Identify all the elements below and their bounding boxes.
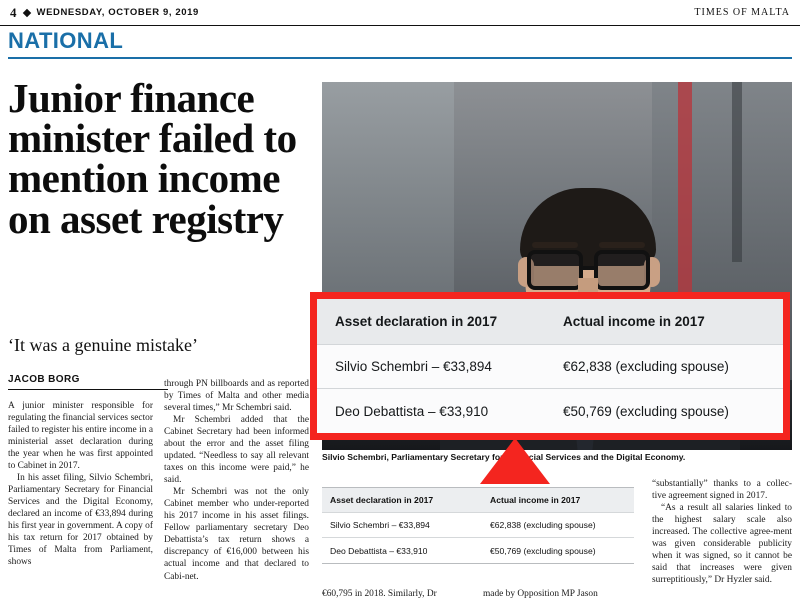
body-column-2 [164,378,309,600]
photo-red-stripe [678,82,692,292]
table-cell: Deo Debattista – €33,910 [330,545,428,556]
section-title: NATIONAL [8,28,124,53]
callout-row [317,345,783,389]
photo-subject-eyebrow-left [532,242,578,248]
asset-declaration-table [322,487,634,564]
callout-header-cell: Actual income in 2017 [563,314,705,329]
photo-caption: Silvio Schembri, Parliamentary Secretary for Financial Services and the Digital Economy. [322,452,686,462]
photo-subject-glasses-right [594,250,650,290]
diamond-separator-icon [22,8,30,16]
section-divider [8,57,792,59]
callout-cell: €62,838 (excluding spouse) [563,359,729,374]
photo-dark-stripe [732,82,742,262]
callout-row [317,389,783,433]
article-byline: JACOB BORG [8,374,168,390]
section-header [8,30,792,59]
photo-subject-glasses-bridge [583,266,594,270]
table-header-row [322,488,634,513]
callout-header-cell: Asset declaration in 2017 [335,314,498,329]
paragraph: “substantially” thanks to a collec-tive agreement signed in 2017. [652,479,792,502]
body-bottom-row [322,588,632,600]
table-cell: €62,838 (excluding spouse) [490,520,596,530]
callout-header-row [317,299,783,345]
paragraph: through PN billboards and as reported by Times of Malta and other media several times,” Mr Schembri said. [164,379,309,414]
body-column-1 [8,400,153,600]
body-column-4 [652,478,792,600]
table-row [322,538,634,563]
callout-cell: Deo Debattista – €33,910 [335,403,489,419]
publication-name: TIMES OF MALTA [694,7,790,18]
red-arrow-pointer-icon [480,438,550,484]
photo-subject-eyebrow-right [599,242,645,248]
photo-subject-glasses-left [527,250,583,290]
paragraph: Mr Schembri was not the only Cabinet member who under-reported his 2017 income in his asset filings. Fellow parliamentary secretary Deo Debattista’s tax return shows a discrepancy of €16,000 between his actual income and that declared to Cabi-net. [164,487,309,582]
article-kicker: ‘It was a genuine mistake’ [8,335,198,355]
paragraph: made by Opposition MP Jason [483,589,598,599]
table-header-cell: Asset declaration in 2017 [330,495,434,505]
table-cell: €50,769 (excluding spouse) [490,545,596,556]
table-row [322,513,634,538]
article-headline: Junior finance minister failed to mention income on asset registry [8,75,297,242]
paragraph: In his asset filing, Silvio Schembri, Parliamentary Secretary for Financial Services and the Digital Economy, declared an income of €33,894 during his first year in government. A copy of his tax return for 2017 obtained by Times of Malta from Parliament, shows [8,473,153,568]
zoom-callout-panel [310,292,790,440]
masthead-date: WEDNESDAY, OCTOBER 9, 2019 [36,7,199,18]
callout-cell: Silvio Schembri – €33,894 [335,359,492,374]
page-number: 4 [10,4,17,20]
callout-cell: €50,769 (excluding spouse) [563,403,729,419]
masthead [0,0,800,26]
paragraph: A junior minister responsible for regulating the financial services sector failed to register his entire income in a ministerial asset declaration during the year when he was first appointed to Cabinet in 2017. [8,401,153,472]
zoom-callout-table [317,299,783,433]
paragraph: Mr Schembri added that the Cabinet Secretary had been informed about the error and the asset filing updated. “Needless to say all relevant taxes on this income were paid,” he said. [164,415,309,486]
paragraph: “As a result all salaries linked to the highest salary scale also increased. The collective agree-ment was given considerable publicity when it was signed, so it cannot be said that increases were given surreptitiously,” Dr Hyzler said. [652,503,792,586]
table-header-cell: Actual income in 2017 [490,495,581,505]
paragraph: €60,795 in 2018. Similarly, Dr [322,589,437,599]
table-cell: Silvio Schembri – €33,894 [330,520,430,530]
